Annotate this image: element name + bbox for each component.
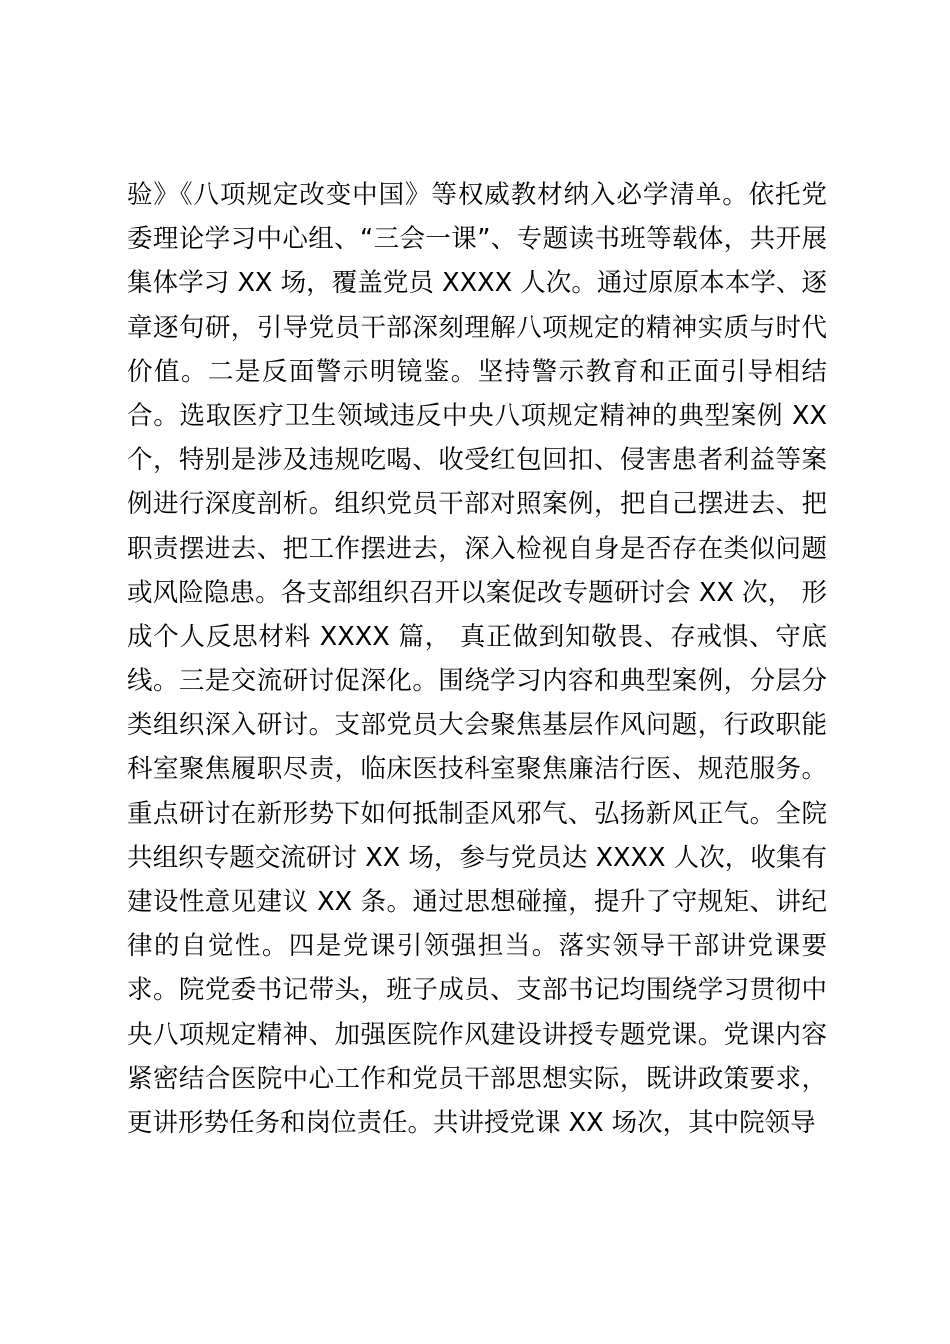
text-line: 例进行深度剖析。组织党员干部对照案例，把自己摆进去、把 <box>127 489 827 520</box>
text-line: 央八项规定精神、加强医院作风建设讲授专题党课。党课内容 <box>127 1019 827 1050</box>
text-line: 共组织专题交流研讨 XX 场，参与党员达 XXXX 人次，收集有 <box>127 842 827 873</box>
body-paragraph <box>127 173 827 1145</box>
text-line: 委理论学习中心组、“三会一课”、专题读书班等载体，共开展 <box>127 224 827 255</box>
text-line: 重点研讨在新形势下如何抵制歪风邪气、弘扬新风正气。全院 <box>127 798 827 829</box>
text-line: 验》《八项规定改变中国》等权威教材纳入必学清单。依托党 <box>127 180 827 210</box>
text-line: 求。院党委书记带头，班子成员、支部书记均围绕学习贯彻中 <box>127 975 827 1006</box>
text-line: 集体学习 XX 场，覆盖党员 XXXX 人次。通过原原本本学、逐 <box>127 268 827 299</box>
text-line: 合。选取医疗卫生领域违反中央八项规定精神的典型案例 XX <box>127 400 827 431</box>
text-line: 科室聚焦履职尽责，临床医技科室聚焦廉洁行医、规范服务。 <box>127 754 827 785</box>
text-line: 更讲形势任务和岗位责任。共讲授党课 XX 场次，其中院领导 <box>127 1107 816 1138</box>
text-line: 紧密结合医院中心工作和党员干部思想实际，既讲政策要求， <box>127 1063 827 1094</box>
text-line: 价值。二是反面警示明镜鉴。坚持警示教育和正面引导相结 <box>127 356 827 387</box>
text-line: 线。三是交流研讨促深化。围绕学习内容和典型案例，分层分 <box>127 666 827 697</box>
text-line: 类组织深入研讨。支部党员大会聚焦基层作风问题，行政职能 <box>127 710 827 741</box>
text-line: 或风险隐患。各支部组织召开以案促改专题研讨会 XX 次， 形 <box>127 577 827 608</box>
text-line: 成个人反思材料 XXXX 篇， 真正做到知敬畏、存戒惧、守底 <box>127 621 827 652</box>
text-line: 建设性意见建议 XX 条。通过思想碰撞，提升了守规矩、讲纪 <box>127 887 827 917</box>
text-line: 个，特别是涉及违规吃喝、收受红包回扣、侵害患者利益等案 <box>127 445 827 476</box>
text-line: 职责摆进去、把工作摆进去，深入检视自身是否存在类似问题 <box>127 533 827 564</box>
text-line: 章逐句研，引导党员干部深刻理解八项规定的精神实质与时代 <box>127 312 827 343</box>
text-line: 律的自觉性。四是党课引领强担当。落实领导干部讲党课要 <box>127 931 827 962</box>
